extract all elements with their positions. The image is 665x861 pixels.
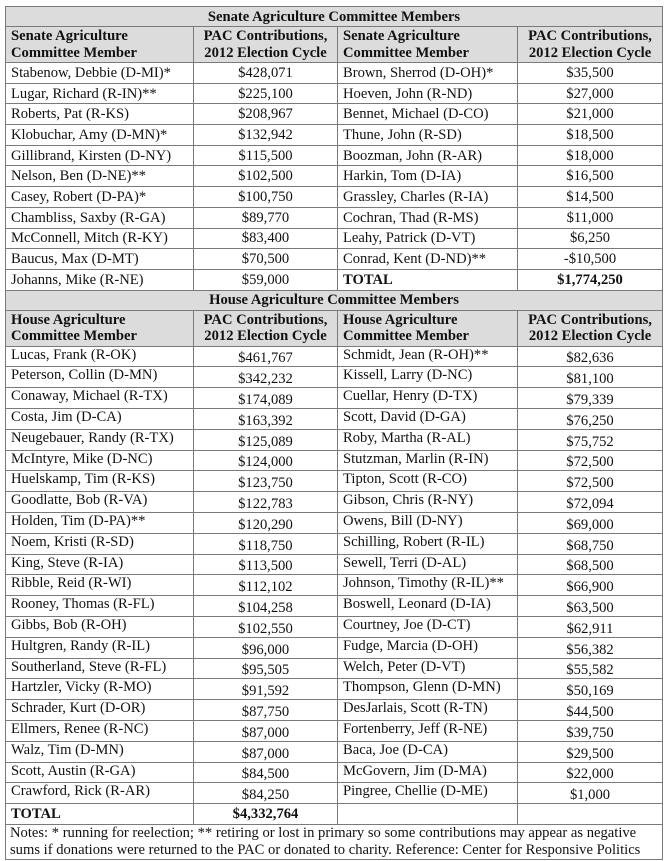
member-name: McIntyre, Mike (D-NC) xyxy=(6,450,194,471)
contribution-amount: $102,500 xyxy=(194,166,338,187)
contribution-amount: $75,752 xyxy=(518,429,663,450)
member-name: Boswell, Leonard (D-IA) xyxy=(338,596,518,617)
house-table-row xyxy=(6,450,663,471)
member-name: Gibson, Chris (R-NY) xyxy=(338,492,518,513)
member-name: Conrad, Kent (D-ND)** xyxy=(338,249,518,270)
house-table-row xyxy=(6,575,663,596)
house-table-row xyxy=(6,596,663,617)
contribution-amount: $68,750 xyxy=(518,533,663,554)
member-name: Schilling, Robert (R-IL) xyxy=(338,533,518,554)
contribution-amount: $87,750 xyxy=(194,700,338,721)
contribution-amount: $461,767 xyxy=(194,346,338,367)
member-name: Hoeven, John (R-ND) xyxy=(338,83,518,104)
member-name: Hartzler, Vicky (R-MO) xyxy=(6,679,194,700)
member-name: Kissell, Larry (D-NC) xyxy=(338,367,518,388)
house-table-row xyxy=(6,720,663,741)
contribution-amount: $18,500 xyxy=(518,125,663,146)
house-table-row xyxy=(6,700,663,721)
member-name: Casey, Robert (D-PA)* xyxy=(6,187,194,208)
senate-total-label: TOTAL xyxy=(338,269,518,290)
contribution-amount: $66,900 xyxy=(518,575,663,596)
house-table-row xyxy=(6,429,663,450)
contribution-amount: $82,636 xyxy=(518,346,663,367)
member-name: McConnell, Mitch (R-KY) xyxy=(6,228,194,249)
contribution-amount: $87,000 xyxy=(194,720,338,741)
house-table-row xyxy=(6,741,663,762)
member-name: Klobuchar, Amy (D-MN)* xyxy=(6,125,194,146)
contribution-amount: $225,100 xyxy=(194,83,338,104)
contribution-amount: $120,290 xyxy=(194,512,338,533)
member-name: Bennet, Michael (D-CO) xyxy=(338,104,518,125)
member-name: Sewell, Terri (D-AL) xyxy=(338,554,518,575)
member-name: Hultgren, Randy (R-IL) xyxy=(6,637,194,658)
house-title-row xyxy=(6,290,663,310)
contribution-amount: $174,089 xyxy=(194,388,338,409)
member-name: Stutzman, Marlin (R-IN) xyxy=(338,450,518,471)
member-name: Schrader, Kurt (D-OR) xyxy=(6,700,194,721)
contribution-amount: $68,500 xyxy=(518,554,663,575)
senate-table-row xyxy=(6,125,663,146)
contribution-amount: $79,339 xyxy=(518,388,663,409)
house-table-row xyxy=(6,658,663,679)
member-name: Harkin, Tom (D-IA) xyxy=(338,166,518,187)
senate-section-title: Senate Agriculture Committee Members xyxy=(6,7,663,27)
house-table-row xyxy=(6,637,663,658)
contribution-amount: $112,102 xyxy=(194,575,338,596)
member-name: Stabenow, Debbie (D-MI)* xyxy=(6,63,194,84)
member-name: Baca, Joe (D-CA) xyxy=(338,741,518,762)
house-table-row xyxy=(6,388,663,409)
contribution-amount: $81,100 xyxy=(518,367,663,388)
house-table-row xyxy=(6,554,663,575)
member-name: Conaway, Michael (R-TX) xyxy=(6,388,194,409)
contribution-amount: $55,582 xyxy=(518,658,663,679)
contribution-amount: $104,258 xyxy=(194,596,338,617)
contribution-amount: $125,089 xyxy=(194,429,338,450)
member-name: Fortenberry, Jeff (R-NE) xyxy=(338,720,518,741)
member-name: Pingree, Chellie (D-ME) xyxy=(338,783,518,804)
contribution-amount: $89,770 xyxy=(194,207,338,228)
table-body xyxy=(6,7,663,860)
contribution-amount: $118,750 xyxy=(194,533,338,554)
senate-amount-header-right: PAC Contributions, 2012 Election Cycle xyxy=(518,27,663,63)
contribution-amount: $62,911 xyxy=(518,616,663,637)
contribution-amount: $91,592 xyxy=(194,679,338,700)
house-table-row xyxy=(6,346,663,367)
senate-table-row xyxy=(6,104,663,125)
senate-table-row xyxy=(6,83,663,104)
senate-member-header-right: Senate Agriculture Committee Member xyxy=(338,27,518,63)
senate-total-amount: $1,774,250 xyxy=(518,269,663,290)
contribution-amount: $18,000 xyxy=(518,145,663,166)
house-table-row xyxy=(6,471,663,492)
contribution-amount: $96,000 xyxy=(194,637,338,658)
contribution-amount: $22,000 xyxy=(518,762,663,783)
contribution-amount: $70,500 xyxy=(194,249,338,270)
contribution-amount: $59,000 xyxy=(194,269,338,290)
empty-cell xyxy=(338,804,518,825)
member-name: Thompson, Glenn (D-MN) xyxy=(338,679,518,700)
senate-member-header-left: Senate Agriculture Committee Member xyxy=(6,27,194,63)
member-name: Gillibrand, Kirsten (D-NY) xyxy=(6,145,194,166)
senate-table-row xyxy=(6,228,663,249)
member-name: Grassley, Charles (R-IA) xyxy=(338,187,518,208)
house-table-row xyxy=(6,367,663,388)
contribution-amount: $87,000 xyxy=(194,741,338,762)
member-name: Scott, David (D-GA) xyxy=(338,408,518,429)
member-name: Cuellar, Henry (D-TX) xyxy=(338,388,518,409)
member-name: Southerland, Steve (R-FL) xyxy=(6,658,194,679)
table-notes: Notes: * running for reelection; ** retiring or lost in primary so some contributions may appear as negative sums if donations were returned to the PAC or donated to charity. Reference: Center for Responsive Politics xyxy=(6,824,663,859)
contribution-amount: $27,000 xyxy=(518,83,663,104)
member-name: Rooney, Thomas (R-FL) xyxy=(6,596,194,617)
contribution-amount: $1,000 xyxy=(518,783,663,804)
contribution-amount: $95,505 xyxy=(194,658,338,679)
member-name: Courtney, Joe (D-CT) xyxy=(338,616,518,637)
member-name: Thune, John (R-SD) xyxy=(338,125,518,146)
contribution-amount: $39,750 xyxy=(518,720,663,741)
house-amount-header-left: PAC Contributions, 2012 Election Cycle xyxy=(194,310,338,346)
senate-table-row xyxy=(6,145,663,166)
house-table-row xyxy=(6,679,663,700)
contribution-amount: $11,000 xyxy=(518,207,663,228)
contribution-amount: $76,250 xyxy=(518,408,663,429)
member-name: Leahy, Patrick (D-VT) xyxy=(338,228,518,249)
contribution-amount: $100,750 xyxy=(194,187,338,208)
member-name: Roberts, Pat (R-KS) xyxy=(6,104,194,125)
member-name: Johanns, Mike (R-NE) xyxy=(6,269,194,290)
senate-table-row xyxy=(6,63,663,84)
member-name: Cochran, Thad (R-MS) xyxy=(338,207,518,228)
member-name: Johnson, Timothy (R-IL)** xyxy=(338,575,518,596)
member-name: Chambliss, Saxby (R-GA) xyxy=(6,207,194,228)
senate-header-row xyxy=(6,27,663,63)
member-name: Boozman, John (R-AR) xyxy=(338,145,518,166)
contribution-amount: $102,550 xyxy=(194,616,338,637)
contribution-amount: -$10,500 xyxy=(518,249,663,270)
contribution-amount: $6,250 xyxy=(518,228,663,249)
contribution-amount: $21,000 xyxy=(518,104,663,125)
house-total-amount: $4,332,764 xyxy=(194,804,338,825)
contribution-amount: $123,750 xyxy=(194,471,338,492)
house-member-header-left: House Agriculture Committee Member xyxy=(6,310,194,346)
contribution-amount: $72,500 xyxy=(518,471,663,492)
contribution-amount: $163,392 xyxy=(194,408,338,429)
contribution-amount: $122,783 xyxy=(194,492,338,513)
senate-table-row xyxy=(6,249,663,270)
contribution-amount: $14,500 xyxy=(518,187,663,208)
member-name: Costa, Jim (D-CA) xyxy=(6,408,194,429)
contribution-amount: $208,967 xyxy=(194,104,338,125)
contribution-amount: $72,094 xyxy=(518,492,663,513)
senate-table-row xyxy=(6,269,663,290)
contribution-amount: $44,500 xyxy=(518,700,663,721)
house-table-row xyxy=(6,616,663,637)
member-name: Peterson, Collin (D-MN) xyxy=(6,367,194,388)
member-name: Neugebauer, Randy (R-TX) xyxy=(6,429,194,450)
contribution-amount: $63,500 xyxy=(518,596,663,617)
house-section-title: House Agriculture Committee Members xyxy=(6,290,663,310)
member-name: Owens, Bill (D-NY) xyxy=(338,512,518,533)
house-table-row xyxy=(6,783,663,804)
member-name: Tipton, Scott (R-CO) xyxy=(338,471,518,492)
senate-table-row xyxy=(6,166,663,187)
contribution-amount: $115,500 xyxy=(194,145,338,166)
member-name: Ellmers, Renee (R-NC) xyxy=(6,720,194,741)
member-name: Goodlatte, Bob (R-VA) xyxy=(6,492,194,513)
contribution-amount: $29,500 xyxy=(518,741,663,762)
member-name: King, Steve (R-IA) xyxy=(6,554,194,575)
member-name: Brown, Sherrod (D-OH)* xyxy=(338,63,518,84)
contribution-amount: $132,942 xyxy=(194,125,338,146)
contribution-amount: $72,500 xyxy=(518,450,663,471)
member-name: Scott, Austin (R-GA) xyxy=(6,762,194,783)
contribution-amount: $124,000 xyxy=(194,450,338,471)
member-name: Roby, Martha (R-AL) xyxy=(338,429,518,450)
house-table-row xyxy=(6,492,663,513)
member-name: Huelskamp, Tim (R-KS) xyxy=(6,471,194,492)
member-name: Holden, Tim (D-PA)** xyxy=(6,512,194,533)
member-name: Gibbs, Bob (R-OH) xyxy=(6,616,194,637)
house-total-row xyxy=(6,804,663,825)
contribution-amount: $56,382 xyxy=(518,637,663,658)
house-table-row xyxy=(6,762,663,783)
contribution-amount: $428,071 xyxy=(194,63,338,84)
member-name: Fudge, Marcia (D-OH) xyxy=(338,637,518,658)
house-table-row xyxy=(6,533,663,554)
member-name: Noem, Kristi (R-SD) xyxy=(6,533,194,554)
house-table-row xyxy=(6,512,663,533)
house-member-header-right: House Agriculture Committee Member xyxy=(338,310,518,346)
member-name: Lucas, Frank (R-OK) xyxy=(6,346,194,367)
contribution-amount: $84,500 xyxy=(194,762,338,783)
member-name: Crawford, Rick (R-AR) xyxy=(6,783,194,804)
senate-amount-header-left: PAC Contributions, 2012 Election Cycle xyxy=(194,27,338,63)
member-name: Walz, Tim (D-MN) xyxy=(6,741,194,762)
house-amount-header-right: PAC Contributions, 2012 Election Cycle xyxy=(518,310,663,346)
contribution-amount: $84,250 xyxy=(194,783,338,804)
contribution-amount: $69,000 xyxy=(518,512,663,533)
pac-contributions-table xyxy=(5,6,663,860)
contribution-amount: $342,232 xyxy=(194,367,338,388)
member-name: Ribble, Reid (R-WI) xyxy=(6,575,194,596)
notes-row xyxy=(6,824,663,859)
member-name: Lugar, Richard (R-IN)** xyxy=(6,83,194,104)
house-table-row xyxy=(6,408,663,429)
house-header-row xyxy=(6,310,663,346)
house-total-label: TOTAL xyxy=(6,804,194,825)
member-name: McGovern, Jim (D-MA) xyxy=(338,762,518,783)
empty-cell xyxy=(518,804,663,825)
senate-table-row xyxy=(6,207,663,228)
member-name: Welch, Peter (D-VT) xyxy=(338,658,518,679)
contribution-amount: $50,169 xyxy=(518,679,663,700)
member-name: Schmidt, Jean (R-OH)** xyxy=(338,346,518,367)
contribution-amount: $83,400 xyxy=(194,228,338,249)
member-name: DesJarlais, Scott (R-TN) xyxy=(338,700,518,721)
contribution-amount: $16,500 xyxy=(518,166,663,187)
senate-table-row xyxy=(6,187,663,208)
contribution-amount: $35,500 xyxy=(518,63,663,84)
member-name: Baucus, Max (D-MT) xyxy=(6,249,194,270)
senate-title-row xyxy=(6,7,663,27)
member-name: Nelson, Ben (D-NE)** xyxy=(6,166,194,187)
contribution-amount: $113,500 xyxy=(194,554,338,575)
